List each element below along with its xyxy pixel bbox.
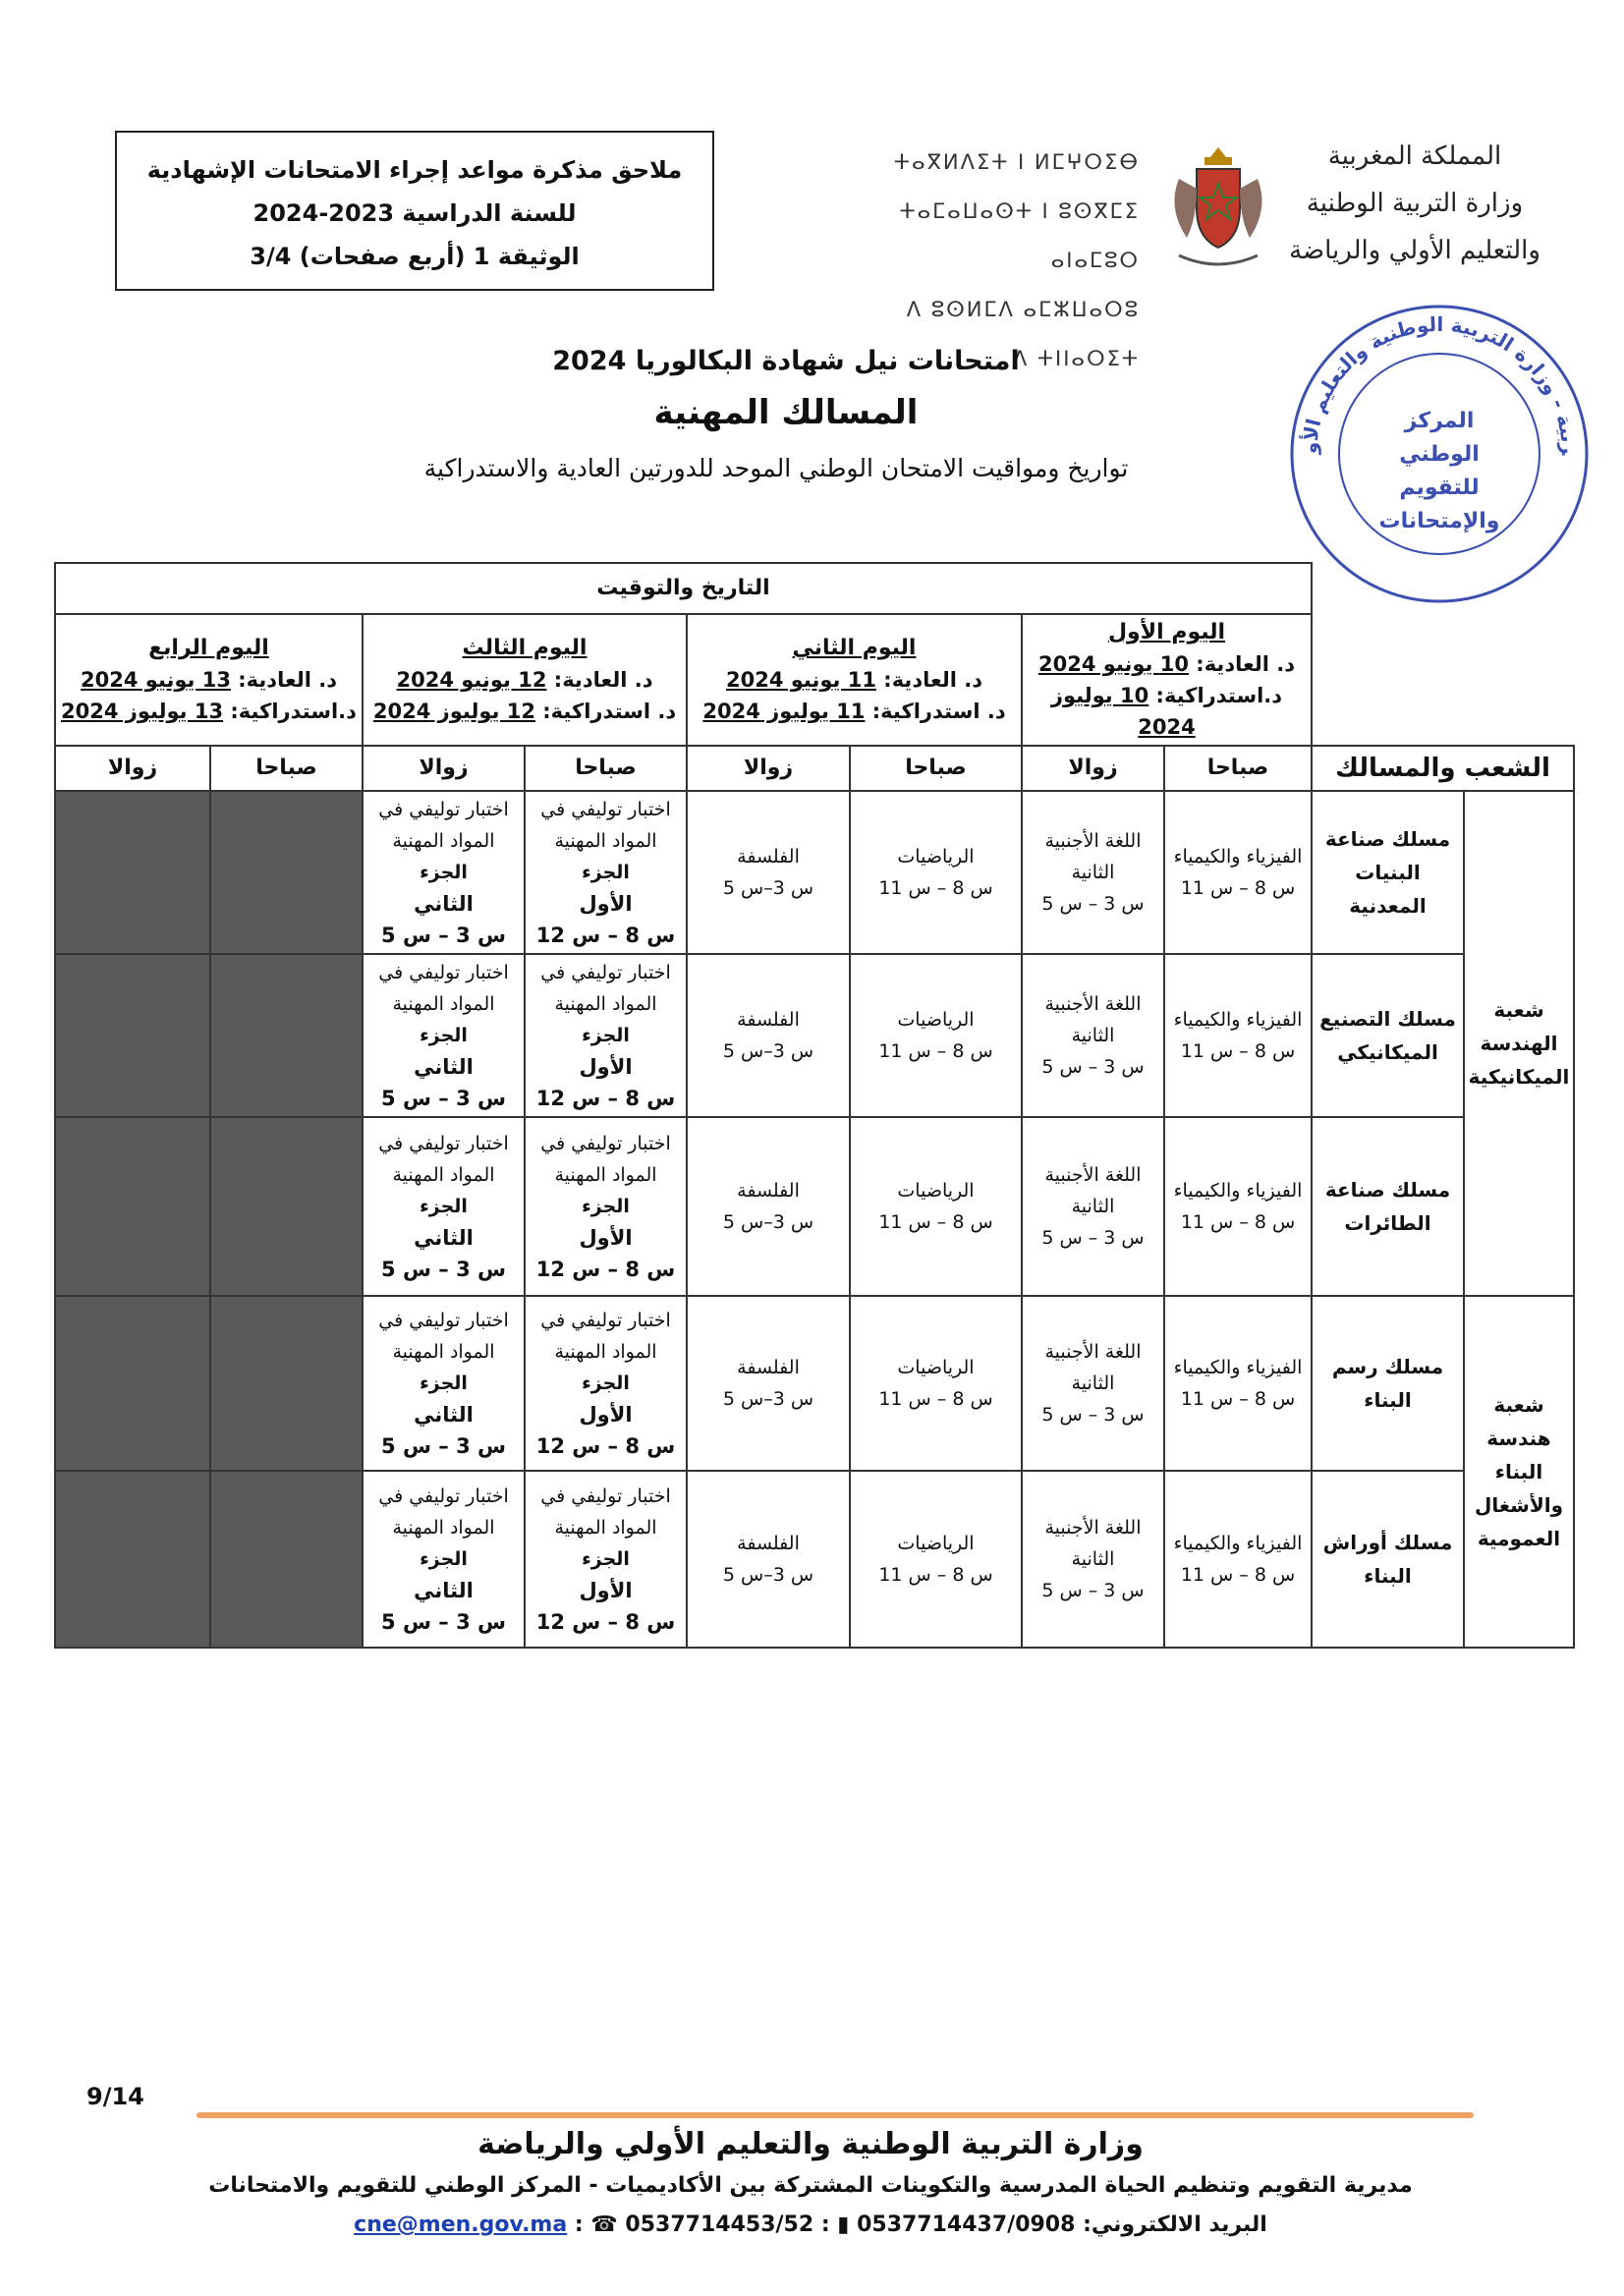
d4-pm-cell-empty — [55, 791, 210, 954]
part-label: الجزء — [420, 1372, 468, 1394]
part-number: الأول — [579, 1579, 633, 1602]
subject-line-2: المواد المهنية — [392, 993, 495, 1015]
subject-2: الثانية — [1071, 862, 1115, 883]
subject: الفيزياء والكيمياء — [1173, 1357, 1303, 1378]
part-number: الأول — [579, 1226, 633, 1250]
subject: اللغة الأجنبية — [1044, 830, 1142, 852]
time: س 8 – س 12 — [535, 924, 676, 947]
table-row — [55, 1117, 1574, 1296]
fax-icon: ▮ — [837, 2212, 850, 2237]
time: س 8 – س 12 — [535, 1434, 676, 1458]
subject: اللغة الأجنبية — [1044, 1341, 1142, 1363]
part-label: الجزء — [420, 862, 468, 883]
subject: الفيزياء والكيمياء — [1173, 1180, 1303, 1202]
subject-line-1: اختبار توليفي في — [378, 1485, 509, 1507]
annex-line-1: ملاحق مذكرة مواعد إجراء الامتحانات الإشهادية — [146, 156, 683, 184]
day-4-header — [55, 614, 363, 746]
d1-am-cell — [1164, 1471, 1312, 1648]
subject-line-1: اختبار توليفي في — [378, 962, 509, 983]
subject-line-1: اختبار توليفي في — [378, 1310, 509, 1331]
annex-line-2: للسنة الدراسية 2023-2024 — [252, 199, 577, 227]
subject: اللغة الأجنبية — [1044, 1164, 1142, 1186]
subject-line-2: المواد المهنية — [554, 1517, 657, 1539]
table-row — [55, 1471, 1574, 1648]
subject-line-2: المواد المهنية — [392, 1517, 495, 1539]
time: س 8 – س 11 — [878, 1211, 993, 1233]
time: س 8 – س 11 — [1180, 1388, 1296, 1410]
coat-of-arms-icon — [1159, 140, 1277, 277]
time: س 8 – س 11 — [1180, 877, 1296, 899]
d3-pm-cell — [363, 791, 525, 954]
branches-header: الشعب والمسالك — [1312, 746, 1574, 791]
subject-line-2: المواد المهنية — [554, 1341, 657, 1363]
day-3-makeup-date: 12 يوليوز 2024 — [372, 700, 535, 723]
d2-pm-cell — [687, 1471, 850, 1648]
page-subtitle: تواريخ ومواقيت الامتحان الوطني الموحد للدورتين العادية والاستدراكية — [423, 454, 1129, 482]
day-3-regular-label: د. العادية: — [553, 668, 653, 692]
subject-line-2: المواد المهنية — [554, 830, 657, 852]
part-number: الثاني — [414, 1403, 474, 1427]
day-4-regular-label: د. العادية: — [238, 668, 337, 692]
time: س 3 – س 5 — [381, 924, 506, 947]
d4-am-cell-empty — [210, 1117, 363, 1296]
branch-construction: شعبة هندسة البناء والأشغال العمومية — [1464, 1296, 1574, 1648]
d4-pm-cell-empty — [55, 1296, 210, 1471]
d3-am-cell — [525, 1471, 687, 1648]
subject-line-1: اختبار توليفي في — [540, 1133, 671, 1154]
time: س 3 – س 5 — [1041, 1227, 1145, 1249]
time: س 3–س 5 — [722, 877, 814, 899]
subject: الرياضيات — [897, 1357, 975, 1378]
d3-pm-cell — [363, 1117, 525, 1296]
day-2-regular-date: 11 يونيو 2024 — [726, 668, 876, 692]
time: س 8 – س 11 — [878, 1388, 993, 1410]
tifinagh-line-3: ⴷ ⵓⵙⵍⵎⴷ ⴰⵎⵣⵡⴰⵔⵓ ⴷ ⵜⵏⵏⴰⵔⵉⵜ — [906, 298, 1140, 370]
table-row — [55, 954, 1574, 1117]
d3-pm-cell — [363, 1471, 525, 1648]
subject-2: الثانية — [1071, 1025, 1115, 1046]
part-label: الجزء — [420, 1548, 468, 1570]
d3-am-cell — [525, 954, 687, 1117]
subject-line-1: اختبار توليفي في — [540, 962, 671, 983]
d2-am-cell — [850, 791, 1022, 954]
subject: اللغة الأجنبية — [1044, 993, 1142, 1015]
time: س 3–س 5 — [722, 1388, 814, 1410]
kingdom-label: المملكة المغربية — [1327, 141, 1502, 171]
period-morning: صباحا — [850, 746, 1022, 791]
d3-am-cell — [525, 1117, 687, 1296]
d4-pm-cell-empty — [55, 1117, 210, 1296]
time: س 3–س 5 — [722, 1211, 814, 1233]
period-morning: صباحا — [1164, 746, 1312, 791]
subject-line-1: اختبار توليفي في — [540, 799, 671, 820]
part-number: الأول — [579, 892, 633, 916]
footer-ministry: وزارة التربية الوطنية والتعليم الأولي والرياضة — [477, 2127, 1144, 2161]
d4-am-cell-empty — [210, 791, 363, 954]
time: س 3–س 5 — [722, 1564, 814, 1586]
subject-line-1: اختبار توليفي في — [378, 1133, 509, 1154]
time: س 3 – س 5 — [1041, 893, 1145, 915]
subject: الفيزياء والكيمياء — [1173, 846, 1303, 868]
day-4-makeup-date: 13 يوليوز 2024 — [61, 700, 224, 723]
d2-pm-cell — [687, 1117, 850, 1296]
email-link[interactable]: cne@men.gov.ma — [354, 2212, 568, 2237]
d1-pm-cell — [1022, 1471, 1164, 1648]
d4-am-cell-empty — [210, 1471, 363, 1648]
part-label: الجزء — [582, 1372, 630, 1394]
period-morning: صباحا — [210, 746, 363, 791]
tifinagh-line-2: ⵜⴰⵎⴰⵡⴰⵙⵜ ⵏ ⵓⵙⴳⵎⵉ ⴰⵏⴰⵎⵓⵔ — [899, 199, 1140, 272]
day-3-makeup-label: د. استدراكية: — [542, 700, 677, 723]
part-number: الثاني — [414, 1055, 474, 1079]
part-label: الجزء — [582, 1548, 630, 1570]
subject-line-2: المواد المهنية — [392, 1341, 495, 1363]
time: س 3 – س 5 — [1041, 1580, 1145, 1601]
d3-pm-cell — [363, 1296, 525, 1471]
day-2-makeup-label: د. استدراكية: — [871, 700, 1006, 723]
tifinagh-line-1: ⵜⴰⴳⵍⴷⵉⵜ ⵏ ⵍⵎⵖⵔⵉⴱ — [893, 150, 1140, 174]
day-1-regular-label: د. العادية: — [1196, 652, 1295, 676]
d1-am-cell — [1164, 791, 1312, 954]
part-number: الأول — [579, 1403, 633, 1427]
period-morning: صباحا — [525, 746, 687, 791]
time: س 3 – س 5 — [381, 1610, 506, 1634]
d1-am-cell — [1164, 954, 1312, 1117]
track-cell: مسلك رسم البناء — [1312, 1296, 1464, 1471]
annex-box — [115, 131, 714, 291]
time: س 8 – س 11 — [1180, 1211, 1296, 1233]
phone-number: 0537714453/52 — [625, 2212, 814, 2237]
branch-mechanical: شعبة الهندسة الميكانيكية — [1464, 791, 1574, 1296]
subject-line-2: المواد المهنية — [554, 993, 657, 1015]
blank-corner-2 — [1312, 614, 1574, 746]
track-cell: مسلك أوراش البناء — [1312, 1471, 1464, 1648]
email-label: البريد الالكتروني: — [1083, 2212, 1267, 2237]
table-row — [55, 791, 1574, 954]
footer-directorate: مديرية التقويم وتنظيم الحياة المدرسية والتكوينات المشتركة بين الأكاديميات - المركز الوطني للتقويم والامتحانات — [208, 2173, 1413, 2198]
d1-pm-cell — [1022, 1296, 1164, 1471]
ministry-label: وزارة التربية الوطنية — [1306, 189, 1524, 218]
day-2-regular-label: د. العادية: — [883, 668, 982, 692]
period-afternoon: زوالا — [363, 746, 525, 791]
subject-2: الثانية — [1071, 1548, 1115, 1570]
schedule-table — [56, 562, 1575, 1634]
day-4-name: اليوم الرابع — [148, 636, 269, 660]
d2-am-cell — [850, 1296, 1022, 1471]
time: س 8 – س 11 — [1180, 1040, 1296, 1062]
d2-pm-cell — [687, 954, 850, 1117]
time: س 3 – س 5 — [381, 1258, 506, 1281]
subject: الرياضيات — [897, 1180, 975, 1202]
day-3-name: اليوم الثالث — [462, 636, 588, 660]
d2-pm-cell — [687, 1296, 850, 1471]
period-afternoon: زوالا — [1022, 746, 1164, 791]
day-3-regular-date: 12 يونيو 2024 — [396, 668, 547, 692]
d4-am-cell-empty — [210, 1296, 363, 1471]
part-label: الجزء — [582, 1025, 630, 1046]
time: س 3–س 5 — [722, 1040, 814, 1062]
day-4-makeup-label: د.استدراكية: — [230, 700, 357, 723]
d2-pm-cell — [687, 791, 850, 954]
part-number: الثاني — [414, 892, 474, 916]
subject-line-1: اختبار توليفي في — [540, 1485, 671, 1507]
table-row — [55, 1296, 1574, 1471]
day-3-header — [363, 614, 687, 746]
d3-am-cell — [525, 1296, 687, 1471]
subject: الفلسفة — [737, 1180, 800, 1202]
time: س 8 – س 11 — [878, 1564, 993, 1586]
track-cell: مسلك صناعة الطائرات — [1312, 1117, 1464, 1296]
subject: اللغة الأجنبية — [1044, 1517, 1142, 1539]
track-cell: مسلك التصنيع الميكانيكي — [1312, 954, 1464, 1117]
time: س 3 – س 5 — [1041, 1404, 1145, 1426]
subject-line-1: اختبار توليفي في — [540, 1310, 671, 1331]
d1-pm-cell — [1022, 791, 1164, 954]
d4-pm-cell-empty — [55, 954, 210, 1117]
exam-title: امتحانات نيل شهادة البكالوريا 2024 — [552, 346, 1020, 376]
subject: الرياضيات — [897, 846, 975, 868]
subject-line-2: المواد المهنية — [392, 1164, 495, 1186]
subject: الفلسفة — [737, 1533, 800, 1554]
blank-corner — [1312, 563, 1574, 614]
time: س 8 – س 11 — [878, 877, 993, 899]
stream-title: المسالك المهنية — [653, 393, 919, 432]
period-afternoon: زوالا — [687, 746, 850, 791]
day-1-regular-date: 10 يونيو 2024 — [1038, 652, 1189, 676]
day-2-header — [687, 614, 1022, 746]
fax-number: 0537714437/0908 — [857, 2212, 1076, 2237]
time: س 8 – س 12 — [535, 1258, 676, 1281]
time: س 8 – س 12 — [535, 1087, 676, 1110]
day-1-name: اليوم الأول — [1107, 620, 1226, 644]
d3-am-cell — [525, 791, 687, 954]
time: س 3 – س 5 — [1041, 1056, 1145, 1078]
part-label: الجزء — [582, 1196, 630, 1217]
d4-am-cell-empty — [210, 954, 363, 1117]
part-label: الجزء — [420, 1196, 468, 1217]
annex-line-3: الوثيقة 1 (أربع صفحات) 3/4 — [250, 243, 580, 270]
track-cell: مسلك صناعة البنيات المعدنية — [1312, 791, 1464, 954]
day-1-makeup-label: د.استدراكية: — [1155, 684, 1283, 707]
subject: الفلسفة — [737, 846, 800, 868]
datetime-header: التاريخ والتوقيت — [55, 563, 1312, 614]
d1-pm-cell — [1022, 1117, 1164, 1296]
day-2-makeup-date: 11 يوليوز 2024 — [702, 700, 866, 723]
subject-2: الثانية — [1071, 1196, 1115, 1217]
time: س 8 – س 11 — [878, 1040, 993, 1062]
part-number: الثاني — [414, 1226, 474, 1250]
subject: الفلسفة — [737, 1357, 800, 1378]
ministry-label-2: والتعليم الأولي والرياضة — [1289, 236, 1540, 265]
footer-divider — [196, 2112, 1474, 2118]
d1-am-cell — [1164, 1117, 1312, 1296]
subject-2: الثانية — [1071, 1372, 1115, 1394]
time: س 8 – س 11 — [1180, 1564, 1296, 1586]
d2-am-cell — [850, 1117, 1022, 1296]
page-number: 9/14 — [86, 2083, 144, 2110]
phone-icon: ☎ — [590, 2212, 618, 2237]
footer-contact: البريد الالكتروني: cne@men.gov.ma : ☎ 0537714453/52 : ▮ 0537714437/0908 — [354, 2212, 1267, 2237]
subject: الفيزياء والكيمياء — [1173, 1533, 1303, 1554]
arabic-header — [1267, 133, 1562, 274]
d3-pm-cell — [363, 954, 525, 1117]
d4-pm-cell-empty — [55, 1471, 210, 1648]
d1-pm-cell — [1022, 954, 1164, 1117]
subject: الفلسفة — [737, 1009, 800, 1031]
part-number: الأول — [579, 1055, 633, 1079]
day-2-name: اليوم الثاني — [792, 636, 917, 660]
part-label: الجزء — [582, 862, 630, 883]
subject: الفيزياء والكيمياء — [1173, 1009, 1303, 1031]
time: س 3 – س 5 — [381, 1087, 506, 1110]
stamp-inner-text: المركز الوطني للتقويم والإمتحانات — [1378, 409, 1500, 533]
part-label: الجزء — [420, 1025, 468, 1046]
d2-am-cell — [850, 954, 1022, 1117]
day-1-makeup-date: 10 يوليوز 2024 — [1050, 684, 1196, 739]
d2-am-cell — [850, 1471, 1022, 1648]
subject-line-2: المواد المهنية — [392, 830, 495, 852]
subject: الرياضيات — [897, 1533, 975, 1554]
stamp-outer-text: ربية - وزارة التربية الوطنية والتعليم الأولي — [1297, 311, 1582, 456]
day-4-regular-date: 13 يونيو 2024 — [80, 668, 231, 692]
subject-line-1: اختبار توليفي في — [378, 799, 509, 820]
subject: الرياضيات — [897, 1009, 975, 1031]
subject-line-2: المواد المهنية — [554, 1164, 657, 1186]
period-afternoon: زوالا — [55, 746, 210, 791]
time: س 3 – س 5 — [381, 1434, 506, 1458]
d1-am-cell — [1164, 1296, 1312, 1471]
day-1-header — [1022, 614, 1312, 746]
part-number: الثاني — [414, 1579, 474, 1602]
time: س 8 – س 12 — [535, 1610, 676, 1634]
